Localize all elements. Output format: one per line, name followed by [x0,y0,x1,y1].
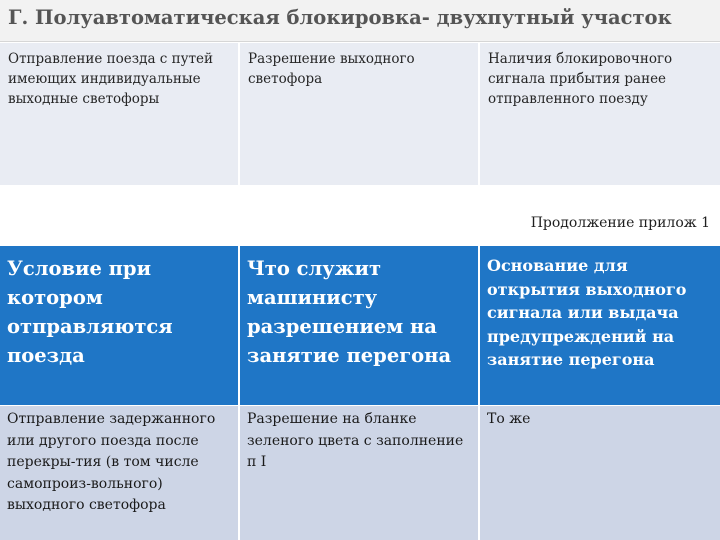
header-cell-basis: Основание для открытия выходного сигнала или выдача предупреждений на занятие перегона [480,246,720,405]
top-row-cell-1: Отправление поезда с путей имеющих индивидуальные выходные светофоры [0,43,238,185]
data-cell-permission: Разрешение на бланке зеленого цвета с заполнение п I [240,406,478,540]
top-row-cell-3: Наличия блокировочного сигнала прибытия ранее отправленного поезду [480,43,720,185]
table-caption: Продолжение прилож 1 [530,215,710,231]
top-table-row [0,43,720,185]
header-cell-condition: Условие при котором отправляются поезда [0,246,238,405]
top-row-cell-2: Разрешение выходного светофора [240,43,478,185]
header-cell-permission: Что служит машинисту разрешением на занятие перегона [240,246,478,405]
table-header-row [0,246,720,405]
data-cell-basis: То же [480,406,720,540]
table-row [0,406,720,540]
title-bar [0,0,720,42]
page-title: Г. Полуавтоматическая блокировка- двухпутный участок [8,6,672,29]
data-cell-condition: Отправление задержанного или другого поезда после перекры-тия (в том числе самопроиз-вольного) выходного светофора [0,406,238,540]
